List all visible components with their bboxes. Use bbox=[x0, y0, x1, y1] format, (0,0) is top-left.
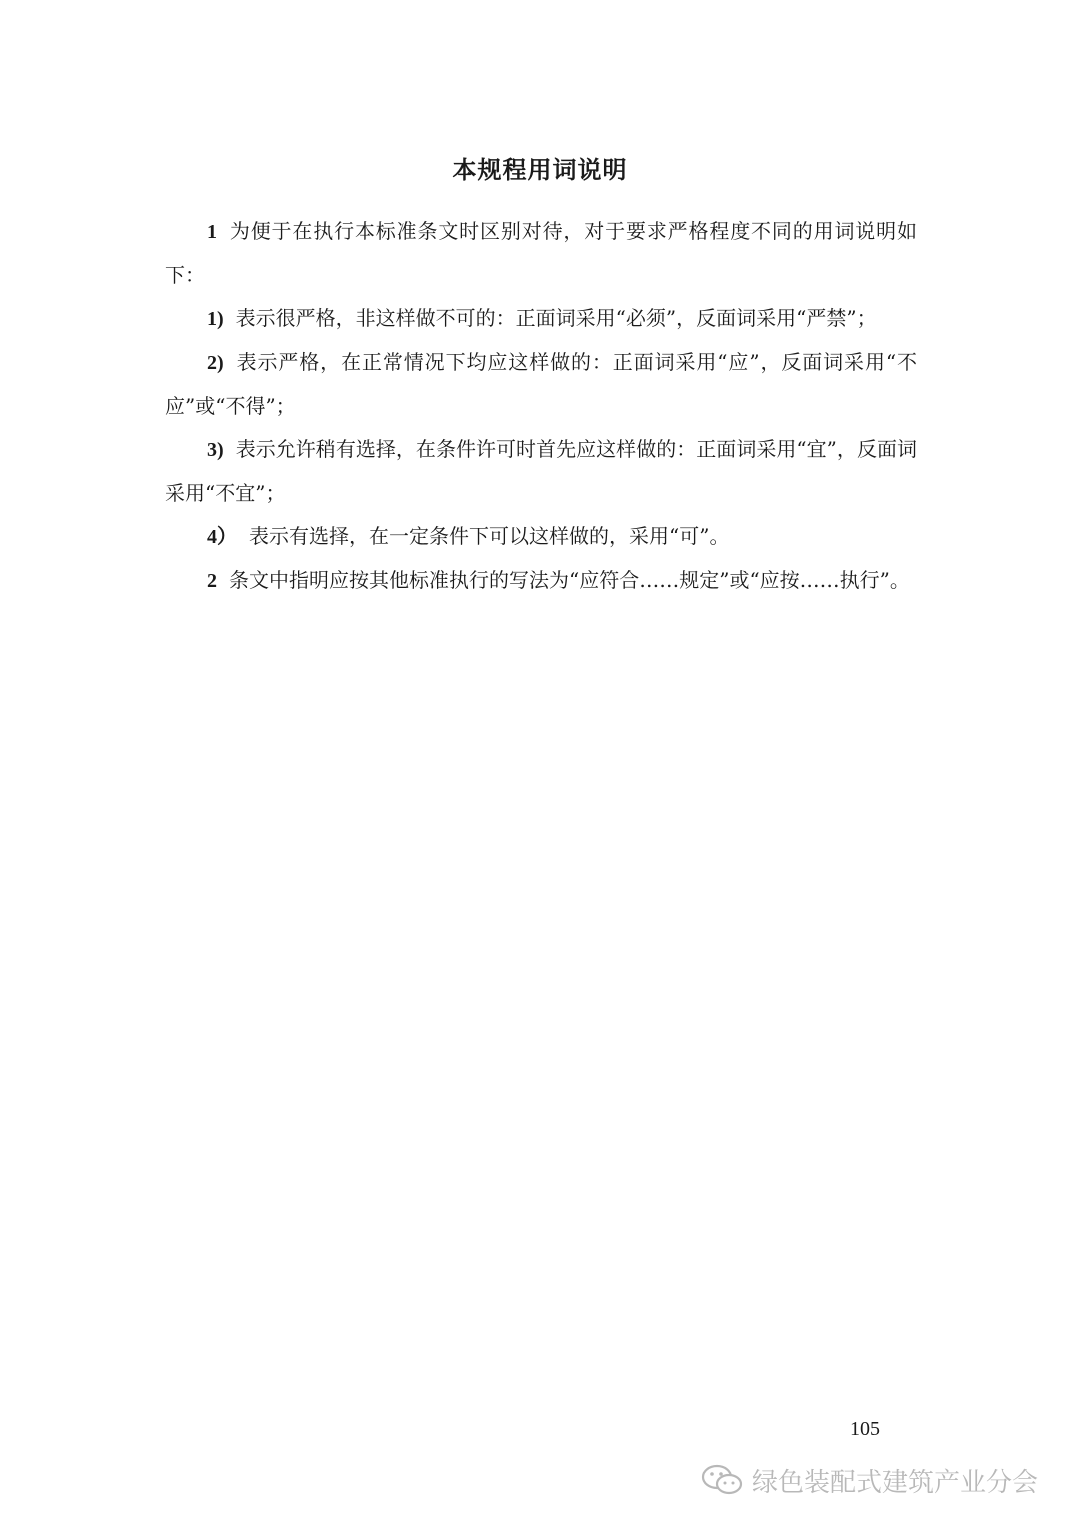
paragraph-number: 2) bbox=[207, 352, 224, 374]
document-body bbox=[165, 210, 917, 603]
paragraph-number: 1 bbox=[207, 221, 217, 243]
paragraph-text: 条文中指明应按其他标准执行的写法为“应符合……规定”或“应按……执行”。 bbox=[229, 568, 910, 592]
watermark bbox=[700, 1460, 1038, 1500]
paragraph bbox=[165, 559, 917, 603]
paragraph bbox=[165, 428, 917, 515]
wechat-icon bbox=[700, 1462, 744, 1498]
paragraph-number: 3) bbox=[207, 439, 224, 461]
paragraph-number: 1) bbox=[207, 308, 224, 330]
paragraph bbox=[165, 210, 917, 297]
paragraph-text: 为便于在执行本标准条文时区别对待，对于要求严格程度不同的用词说明如下： bbox=[165, 219, 917, 287]
paragraph-text: 表示很严格，非这样做不可的：正面词采用“必须”，反面词采用“严禁”； bbox=[235, 306, 877, 330]
page-title: 本规程用词说明 bbox=[452, 156, 628, 184]
paragraph bbox=[165, 297, 917, 341]
watermark-text: 绿色装配式建筑产业分会 bbox=[752, 1467, 1039, 1498]
paragraph bbox=[165, 341, 917, 428]
page-number: 105 bbox=[850, 1418, 880, 1440]
paragraph-number: 2 bbox=[207, 570, 217, 592]
paragraph-text: 表示允许稍有选择，在条件许可时首先应这样做的：正面词采用“宜”，反面词采用“不宜”； bbox=[165, 437, 917, 505]
paragraph-text: 表示有选择，在一定条件下可以这样做的，采用“可”。 bbox=[249, 524, 730, 548]
paragraph-text: 表示严格，在正常情况下均应这样做的：正面词采用“应”，反面词采用“不应”或“不得”； bbox=[165, 350, 917, 418]
paragraph-number: 4） bbox=[207, 526, 237, 548]
paragraph bbox=[165, 515, 917, 559]
